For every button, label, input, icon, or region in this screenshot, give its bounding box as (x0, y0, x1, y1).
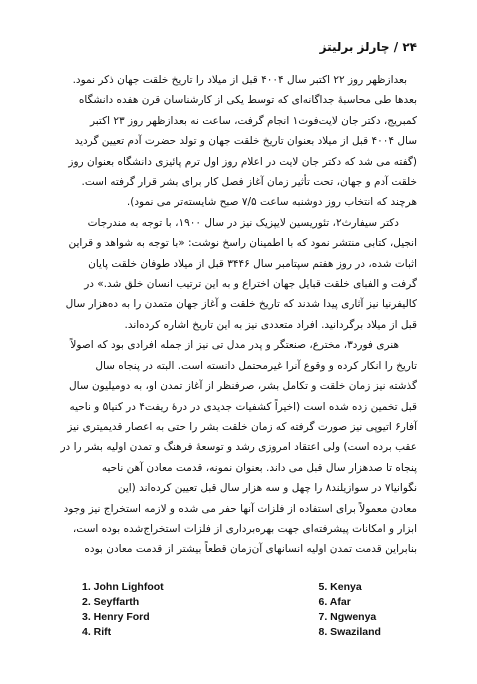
text-line: (گفته می شد که دکتر جان لایت در اعلام روز اول ترم پائیزی دانشگاه بعنوان روز (68, 155, 417, 168)
footnotes (82, 580, 395, 640)
text-line: گرفت و الفبای خلقت قبایل جهان اختراع و به این ترتیب انسان خلق شد.» در (84, 278, 417, 291)
text-line: کمبریج، دکتر جان لایت‌فوت۱ انجام گرفت، ساعت نه بعدازظهر روز ۲۳ اکتبر (89, 114, 417, 127)
text-line: پنجاه تا صدهزار سال قبل می داند. بعنوان نمونه، قدمت معادن آهن ناحیه (101, 461, 417, 474)
text-line: ابزار و امکانات پیشرفته‌ای جهت بهره‌برداری از فلزات استخراج‌شده بوده است، (72, 522, 417, 535)
text-line: بعدازظهر روز ۲۲ اکتبر سال ۴۰۰۴ قبل از میلاد را تاریخ خلقت جهان ذکر نمود. (72, 74, 407, 86)
text-line: معادن معمولاً برای استفاده از فلزات آنها حفر می شده و لازمه استخراج نیز وجود (63, 502, 417, 515)
text-line: هرچند که انتخاب روز دوشنبه ساعت ۷/۵ صبح شایسته‌تر می نمود). (126, 196, 417, 209)
text-line: خلقت آدم و جهان، تحت تأثیر زمان آغاز فصل کار برای بشر قرار گرفته است. (81, 176, 417, 189)
text-line: گذشته نیز زمان خلقت و تکامل بشر، صرفنظر از آغاز تمدن او، به دومیلیون سال (68, 380, 417, 393)
text-line: نگوانیا۷ در سوازیلند۸ را چهل و سه هزار سال قبل تعیین کرده‌اند (این (117, 482, 417, 495)
footnote: 7. Ngwenya (318, 611, 377, 623)
footnote: 2. Seyffarth (82, 596, 140, 608)
footnote: 8. Swaziland (318, 626, 381, 638)
text-line: اثبات شده، در روز هفتم سپتامبر سال ۳۴۴۶ قبل از میلاد طوفان خلقت پایان (88, 257, 417, 270)
footnote: 3. Henry Ford (82, 611, 150, 623)
text-line: کالیفرنیا نیز آثاری پیدا شدند که تاریخ خلقت و آغاز جهان متمدن را به ده‌هزار سال (65, 298, 417, 311)
text-line: قبل از میلاد برگردانید. افراد متعددی نیز به این تاریخ اشاره کرده‌اند. (124, 318, 417, 331)
body-text (60, 70, 417, 560)
text-line: انجیل، کتابی منتشر نمود که با اطمینان راسخ نوشت: «با توجه به شواهد و قراین (68, 237, 417, 250)
footnote: 6. Afar (318, 596, 351, 608)
text-line: دکتر سیفارث۲، تئوریسین لایپزیک نیز در سال ۱۹۰۰، با توجه به مندرجات (87, 216, 399, 229)
author-name: چارلز برلیتز (319, 40, 390, 54)
text-line: قبل تخمین زده شده است (اخیراً کشفیات جدیدی در درهٔ ریفت۴ در کنیا۵ و ناحیه (69, 400, 417, 413)
page-number: ۲۴ (402, 40, 417, 54)
footnote: 5. Kenya (318, 581, 362, 593)
footnote: 1. John Lighfoot (82, 581, 164, 593)
text-line: تاریخ را انکار کرده و وقوع آنرا غیرمحتمل دانسته است. البته در پنجاه سال (95, 359, 417, 372)
header-separator: / (393, 40, 399, 54)
text-line: سال ۴۰۰۴ قبل از میلاد بعنوان تاریخ خلقت جهان و تولد حضرت آدم تعیین گردید (74, 135, 417, 148)
footnote: 4. Rift (82, 626, 112, 638)
text-line: بعدها طی محاسبهٔ جداگانه‌ای که توسط یکی از کارشناسان قرن هفده دانشگاه (78, 94, 417, 107)
running-header (60, 40, 417, 54)
text-line: عقب برده است) ولی اعتقاد امروزی رشد و توسعهٔ فرهنگ و تمدن اولیه بشر را در (60, 441, 417, 454)
text-line: آفار۶ اتیوپی نیز صورت گرفته که زمان خلقت بشر را حتی به اعصار قدیمیتری نیز (67, 420, 417, 433)
text-line: هنری فورد۳، مخترع، صنعتگر و پدر مدل تی نیز از جمله افرادی بود که اصولاً (70, 339, 399, 352)
text-line: بنابراین قدمت تمدن اولیه انسانهای آن‌زمان قطعاً بیشتر از قدمت معادن بوده (84, 543, 417, 556)
